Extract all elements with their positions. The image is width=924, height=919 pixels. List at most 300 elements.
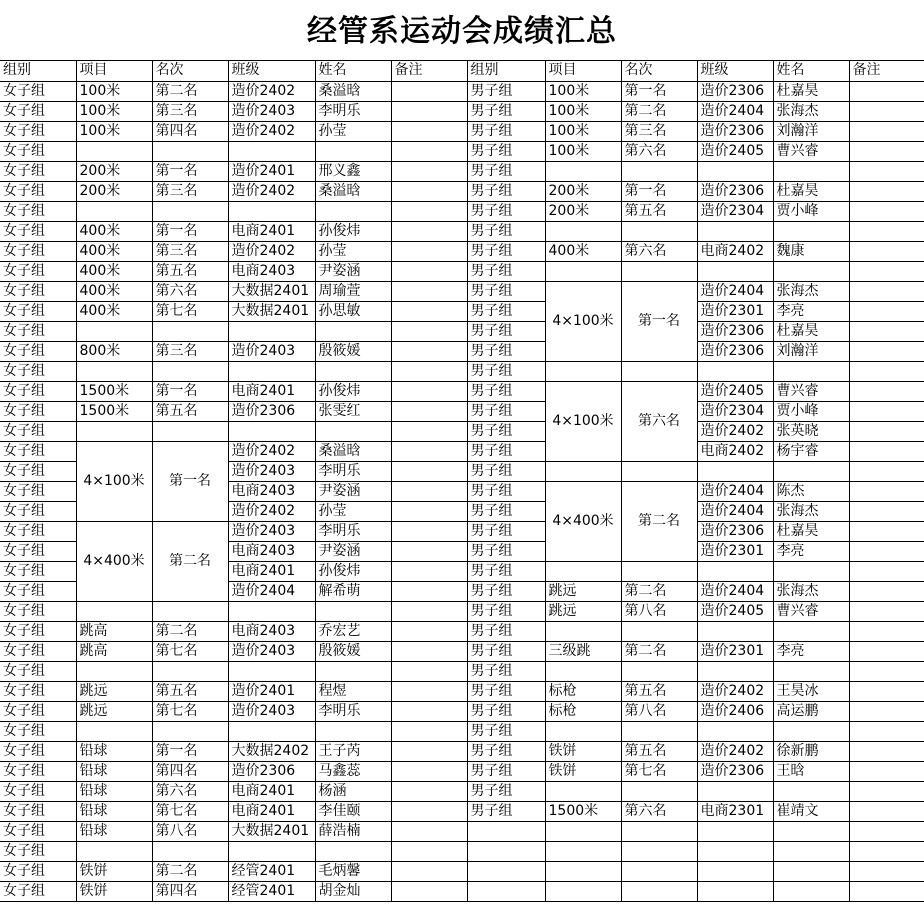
women-event-cell [76, 721, 152, 741]
women-group-cell: 女子组 [0, 221, 76, 241]
men-name-cell: 张海杰 [773, 501, 849, 521]
women-note-cell [391, 421, 467, 441]
table-row [0, 101, 924, 121]
men-name-cell: 曹兴睿 [773, 601, 849, 621]
women-place-cell [152, 321, 228, 341]
women-name-cell: 李佳颐 [315, 801, 391, 821]
men-place-cell: 第二名 [621, 641, 697, 661]
table-row [0, 661, 924, 681]
men-name-cell [773, 221, 849, 241]
women-event-cell: 4×400米 [76, 521, 152, 601]
men-empty-cell [849, 881, 924, 901]
men-class-cell [697, 661, 773, 681]
men-event-cell: 三级跳 [545, 641, 621, 661]
men-empty-cell [545, 821, 621, 841]
men-group-cell: 男子组 [467, 461, 545, 481]
women-note-cell [391, 721, 467, 741]
women-name-cell: 殷筱媛 [315, 641, 391, 661]
men-group-cell: 男子组 [467, 761, 545, 781]
women-class-cell: 造价2401 [228, 681, 315, 701]
men-class-cell: 造价2404 [697, 501, 773, 521]
men-name-cell [773, 261, 849, 281]
women-name-cell: 李明乐 [315, 461, 391, 481]
women-event-cell: 铅球 [76, 821, 152, 841]
women-class-cell: 造价2402 [228, 241, 315, 261]
women-group-cell: 女子组 [0, 881, 76, 901]
women-event-cell: 400米 [76, 281, 152, 301]
women-header-5: 备注 [391, 61, 467, 81]
men-empty-cell [697, 881, 773, 901]
table-row [0, 801, 924, 821]
men-group-cell: 男子组 [467, 701, 545, 721]
women-place-cell [152, 421, 228, 441]
women-name-cell: 乔宏艺 [315, 621, 391, 641]
women-place-cell: 第四名 [152, 761, 228, 781]
women-event-cell: 4×100米 [76, 441, 152, 521]
men-note-cell [849, 681, 924, 701]
women-class-cell: 电商2403 [228, 541, 315, 561]
women-place-cell: 第七名 [152, 641, 228, 661]
women-event-cell: 400米 [76, 241, 152, 261]
men-place-cell [621, 661, 697, 681]
men-header-3: 班级 [697, 61, 773, 81]
men-group-cell: 男子组 [467, 501, 545, 521]
men-class-cell: 造价2405 [697, 141, 773, 161]
men-event-cell: 标枪 [545, 681, 621, 701]
women-class-cell: 电商2401 [228, 801, 315, 821]
men-empty-cell [773, 861, 849, 881]
women-event-cell: 铅球 [76, 781, 152, 801]
men-note-cell [849, 641, 924, 661]
men-group-cell: 男子组 [467, 561, 545, 581]
women-name-cell [315, 601, 391, 621]
men-group-cell: 男子组 [467, 241, 545, 261]
women-event-cell [76, 841, 152, 861]
men-event-cell: 标枪 [545, 701, 621, 721]
women-group-cell: 女子组 [0, 281, 76, 301]
men-event-cell: 铁饼 [545, 741, 621, 761]
men-empty-cell [545, 881, 621, 901]
women-event-cell: 1500米 [76, 381, 152, 401]
men-note-cell [849, 201, 924, 221]
men-note-cell [849, 321, 924, 341]
women-note-cell [391, 101, 467, 121]
men-class-cell: 造价2404 [697, 581, 773, 601]
men-class-cell [697, 721, 773, 741]
table-row [0, 301, 924, 321]
women-name-cell: 胡金灿 [315, 881, 391, 901]
men-class-cell: 造价2301 [697, 301, 773, 321]
women-note-cell [391, 781, 467, 801]
women-header-4: 姓名 [315, 61, 391, 81]
men-name-cell [773, 561, 849, 581]
men-name-cell: 张海杰 [773, 581, 849, 601]
men-empty-cell [849, 861, 924, 881]
men-event-cell [545, 721, 621, 741]
men-place-cell: 第一名 [621, 81, 697, 101]
women-name-cell: 毛炳馨 [315, 861, 391, 881]
women-name-cell: 孙俊炜 [315, 561, 391, 581]
men-event-cell [545, 781, 621, 801]
men-note-cell [849, 461, 924, 481]
men-place-cell [621, 161, 697, 181]
women-group-cell: 女子组 [0, 561, 76, 581]
men-place-cell: 第一名 [621, 181, 697, 201]
women-name-cell: 邢义鑫 [315, 161, 391, 181]
women-class-cell: 造价2403 [228, 101, 315, 121]
women-name-cell: 解希萌 [315, 581, 391, 601]
table-row [0, 361, 924, 381]
men-place-cell [621, 361, 697, 381]
men-note-cell [849, 421, 924, 441]
women-group-cell: 女子组 [0, 201, 76, 221]
women-note-cell [391, 621, 467, 641]
women-name-cell: 孙莹 [315, 241, 391, 261]
women-note-cell [391, 861, 467, 881]
men-group-cell: 男子组 [467, 381, 545, 401]
men-class-cell: 造价2306 [697, 521, 773, 541]
men-place-cell [621, 261, 697, 281]
women-place-cell: 第一名 [152, 741, 228, 761]
men-group-cell: 男子组 [467, 421, 545, 441]
women-name-cell: 李明乐 [315, 101, 391, 121]
men-place-cell [621, 621, 697, 641]
table-row [0, 321, 924, 341]
women-note-cell [391, 521, 467, 541]
men-group-cell: 男子组 [467, 261, 545, 281]
men-empty-cell [697, 861, 773, 881]
men-note-cell [849, 241, 924, 261]
women-class-cell: 造价2402 [228, 81, 315, 101]
women-name-cell: 李明乐 [315, 701, 391, 721]
men-note-cell [849, 661, 924, 681]
men-place-cell [621, 721, 697, 741]
men-class-cell: 造价2405 [697, 601, 773, 621]
men-note-cell [849, 761, 924, 781]
men-note-cell [849, 601, 924, 621]
men-group-cell: 男子组 [467, 441, 545, 461]
women-group-cell: 女子组 [0, 601, 76, 621]
women-note-cell [391, 581, 467, 601]
men-class-cell [697, 461, 773, 481]
men-group-cell: 男子组 [467, 121, 545, 141]
women-place-cell: 第八名 [152, 821, 228, 841]
men-note-cell [849, 801, 924, 821]
men-name-cell: 李亮 [773, 301, 849, 321]
men-class-cell [697, 261, 773, 281]
men-event-cell [545, 221, 621, 241]
men-group-cell: 男子组 [467, 781, 545, 801]
men-place-cell [621, 221, 697, 241]
women-note-cell [391, 281, 467, 301]
women-group-cell: 女子组 [0, 361, 76, 381]
men-name-cell: 曹兴睿 [773, 381, 849, 401]
women-event-cell: 400米 [76, 261, 152, 281]
men-group-cell: 男子组 [467, 641, 545, 661]
men-name-cell: 贾小峰 [773, 401, 849, 421]
women-place-cell: 第二名 [152, 521, 228, 601]
men-place-cell: 第八名 [621, 601, 697, 621]
men-group-cell: 男子组 [467, 101, 545, 121]
men-event-cell: 100米 [545, 101, 621, 121]
men-event-cell [545, 621, 621, 641]
women-note-cell [391, 441, 467, 461]
women-class-cell: 造价2306 [228, 761, 315, 781]
men-note-cell [849, 741, 924, 761]
men-place-cell: 第五名 [621, 681, 697, 701]
men-note-cell [849, 121, 924, 141]
table-row [0, 741, 924, 761]
men-group-cell: 男子组 [467, 401, 545, 421]
men-name-cell [773, 661, 849, 681]
women-place-cell: 第二名 [152, 621, 228, 641]
men-event-cell: 跳远 [545, 581, 621, 601]
men-class-cell: 造价2306 [697, 181, 773, 201]
table-row [0, 221, 924, 241]
men-note-cell [849, 141, 924, 161]
women-group-cell: 女子组 [0, 721, 76, 741]
men-class-cell: 造价2306 [697, 341, 773, 361]
women-group-cell: 女子组 [0, 341, 76, 361]
men-empty-cell [849, 821, 924, 841]
men-place-cell: 第八名 [621, 701, 697, 721]
women-event-cell [76, 321, 152, 341]
women-class-cell: 造价2404 [228, 581, 315, 601]
women-group-cell: 女子组 [0, 501, 76, 521]
women-event-cell: 100米 [76, 121, 152, 141]
men-event-cell [545, 661, 621, 681]
men-name-cell: 贾小峰 [773, 201, 849, 221]
women-note-cell [391, 641, 467, 661]
men-group-cell: 男子组 [467, 201, 545, 221]
women-class-cell [228, 421, 315, 441]
men-group-cell: 男子组 [467, 141, 545, 161]
women-class-cell: 电商2401 [228, 781, 315, 801]
men-class-cell [697, 621, 773, 641]
women-place-cell: 第一名 [152, 221, 228, 241]
women-place-cell: 第七名 [152, 801, 228, 821]
women-event-cell: 铁饼 [76, 861, 152, 881]
women-place-cell [152, 361, 228, 381]
women-place-cell: 第七名 [152, 701, 228, 721]
men-note-cell [849, 301, 924, 321]
women-name-cell: 尹姿涵 [315, 541, 391, 561]
men-note-cell [849, 401, 924, 421]
men-group-cell: 男子组 [467, 281, 545, 301]
women-place-cell: 第五名 [152, 681, 228, 701]
women-event-cell: 800米 [76, 341, 152, 361]
men-place-cell: 第二名 [621, 101, 697, 121]
men-note-cell [849, 81, 924, 101]
men-group-cell: 男子组 [467, 301, 545, 321]
women-group-cell: 女子组 [0, 161, 76, 181]
men-class-cell: 造价2402 [697, 681, 773, 701]
women-place-cell [152, 141, 228, 161]
table-row [0, 721, 924, 741]
women-place-cell: 第三名 [152, 101, 228, 121]
women-class-cell: 大数据2402 [228, 741, 315, 761]
women-class-cell: 造价2401 [228, 161, 315, 181]
men-group-cell: 男子组 [467, 741, 545, 761]
men-event-cell [545, 361, 621, 381]
women-event-cell: 100米 [76, 81, 152, 101]
men-name-cell: 徐新鹏 [773, 741, 849, 761]
women-note-cell [391, 501, 467, 521]
women-event-cell: 跳远 [76, 701, 152, 721]
men-name-cell: 王昊冰 [773, 681, 849, 701]
men-place-cell [621, 781, 697, 801]
women-name-cell: 杨涵 [315, 781, 391, 801]
men-class-cell: 造价2402 [697, 421, 773, 441]
men-note-cell [849, 561, 924, 581]
men-class-cell [697, 561, 773, 581]
men-name-cell [773, 361, 849, 381]
men-place-cell: 第一名 [621, 281, 697, 361]
men-class-cell: 造价2402 [697, 741, 773, 761]
men-name-cell: 张海杰 [773, 101, 849, 121]
women-name-cell: 孙思敏 [315, 301, 391, 321]
women-header-1: 项目 [76, 61, 152, 81]
women-event-cell: 100米 [76, 101, 152, 121]
results-table [0, 61, 924, 902]
women-note-cell [391, 881, 467, 901]
women-class-cell [228, 601, 315, 621]
men-event-cell [545, 561, 621, 581]
men-note-cell [849, 701, 924, 721]
women-note-cell [391, 461, 467, 481]
men-place-cell: 第五名 [621, 201, 697, 221]
men-place-cell [621, 461, 697, 481]
women-group-cell: 女子组 [0, 421, 76, 441]
men-note-cell [849, 261, 924, 281]
women-class-cell: 造价2402 [228, 121, 315, 141]
women-event-cell: 200米 [76, 181, 152, 201]
men-group-cell: 男子组 [467, 181, 545, 201]
table-row [0, 381, 924, 401]
men-note-cell [849, 341, 924, 361]
table-row [0, 641, 924, 661]
women-group-cell: 女子组 [0, 761, 76, 781]
table-row [0, 621, 924, 641]
men-group-cell: 男子组 [467, 81, 545, 101]
table-row [0, 201, 924, 221]
women-event-cell: 400米 [76, 221, 152, 241]
women-name-cell: 薛浩楠 [315, 821, 391, 841]
table-row [0, 181, 924, 201]
women-event-cell [76, 201, 152, 221]
women-event-cell [76, 601, 152, 621]
women-class-cell: 造价2403 [228, 641, 315, 661]
table-row [0, 881, 924, 901]
women-name-cell [315, 361, 391, 381]
men-empty-cell [545, 861, 621, 881]
women-group-cell: 女子组 [0, 261, 76, 281]
men-empty-cell [773, 841, 849, 861]
women-note-cell [391, 201, 467, 221]
men-empty-cell [467, 861, 545, 881]
women-name-cell: 尹姿涵 [315, 481, 391, 501]
men-name-cell [773, 721, 849, 741]
women-note-cell [391, 761, 467, 781]
women-group-cell: 女子组 [0, 581, 76, 601]
women-name-cell [315, 661, 391, 681]
men-group-cell: 男子组 [467, 541, 545, 561]
men-event-cell: 4×100米 [545, 281, 621, 361]
page-title: 经管系运动会成绩汇总 [307, 14, 617, 49]
table-row [0, 441, 924, 461]
women-event-cell: 400米 [76, 301, 152, 321]
women-name-cell: 王子芮 [315, 741, 391, 761]
men-note-cell [849, 181, 924, 201]
women-header-0: 组别 [0, 61, 76, 81]
women-note-cell [391, 301, 467, 321]
women-name-cell: 孙俊炜 [315, 381, 391, 401]
men-group-cell: 男子组 [467, 321, 545, 341]
men-note-cell [849, 101, 924, 121]
men-note-cell [849, 441, 924, 461]
men-class-cell [697, 161, 773, 181]
women-class-cell [228, 201, 315, 221]
women-group-cell: 女子组 [0, 781, 76, 801]
women-event-cell: 铅球 [76, 761, 152, 781]
women-name-cell: 桑溢晗 [315, 81, 391, 101]
women-class-cell [228, 661, 315, 681]
table-row [0, 401, 924, 421]
women-name-cell: 程煜 [315, 681, 391, 701]
men-name-cell: 曹兴睿 [773, 141, 849, 161]
women-note-cell [391, 121, 467, 141]
men-class-cell: 造价2306 [697, 761, 773, 781]
header-row [0, 61, 924, 81]
men-group-cell: 男子组 [467, 621, 545, 641]
men-event-cell: 100米 [545, 81, 621, 101]
women-class-cell: 经管2401 [228, 881, 315, 901]
women-header-2: 名次 [152, 61, 228, 81]
men-empty-cell [621, 861, 697, 881]
table-row [0, 521, 924, 541]
men-note-cell [849, 481, 924, 501]
women-event-cell: 跳远 [76, 681, 152, 701]
men-class-cell: 电商2402 [697, 241, 773, 261]
men-name-cell [773, 621, 849, 641]
table-row [0, 241, 924, 261]
men-empty-cell [773, 881, 849, 901]
men-note-cell [849, 541, 924, 561]
results-table-body [0, 61, 924, 901]
women-name-cell [315, 421, 391, 441]
women-note-cell [391, 261, 467, 281]
women-group-cell: 女子组 [0, 301, 76, 321]
women-place-cell: 第三名 [152, 181, 228, 201]
men-note-cell [849, 381, 924, 401]
women-name-cell: 周瑜萱 [315, 281, 391, 301]
men-group-cell: 男子组 [467, 521, 545, 541]
women-place-cell: 第三名 [152, 341, 228, 361]
women-place-cell: 第四名 [152, 881, 228, 901]
men-class-cell: 造价2306 [697, 81, 773, 101]
table-row [0, 281, 924, 301]
men-name-cell [773, 161, 849, 181]
women-class-cell [228, 321, 315, 341]
men-empty-cell [773, 821, 849, 841]
men-class-cell: 造价2301 [697, 641, 773, 661]
men-empty-cell [621, 821, 697, 841]
women-name-cell: 孙莹 [315, 121, 391, 141]
men-name-cell: 杜嘉昊 [773, 81, 849, 101]
men-place-cell: 第六名 [621, 381, 697, 461]
women-name-cell: 桑溢晗 [315, 181, 391, 201]
women-place-cell: 第六名 [152, 781, 228, 801]
